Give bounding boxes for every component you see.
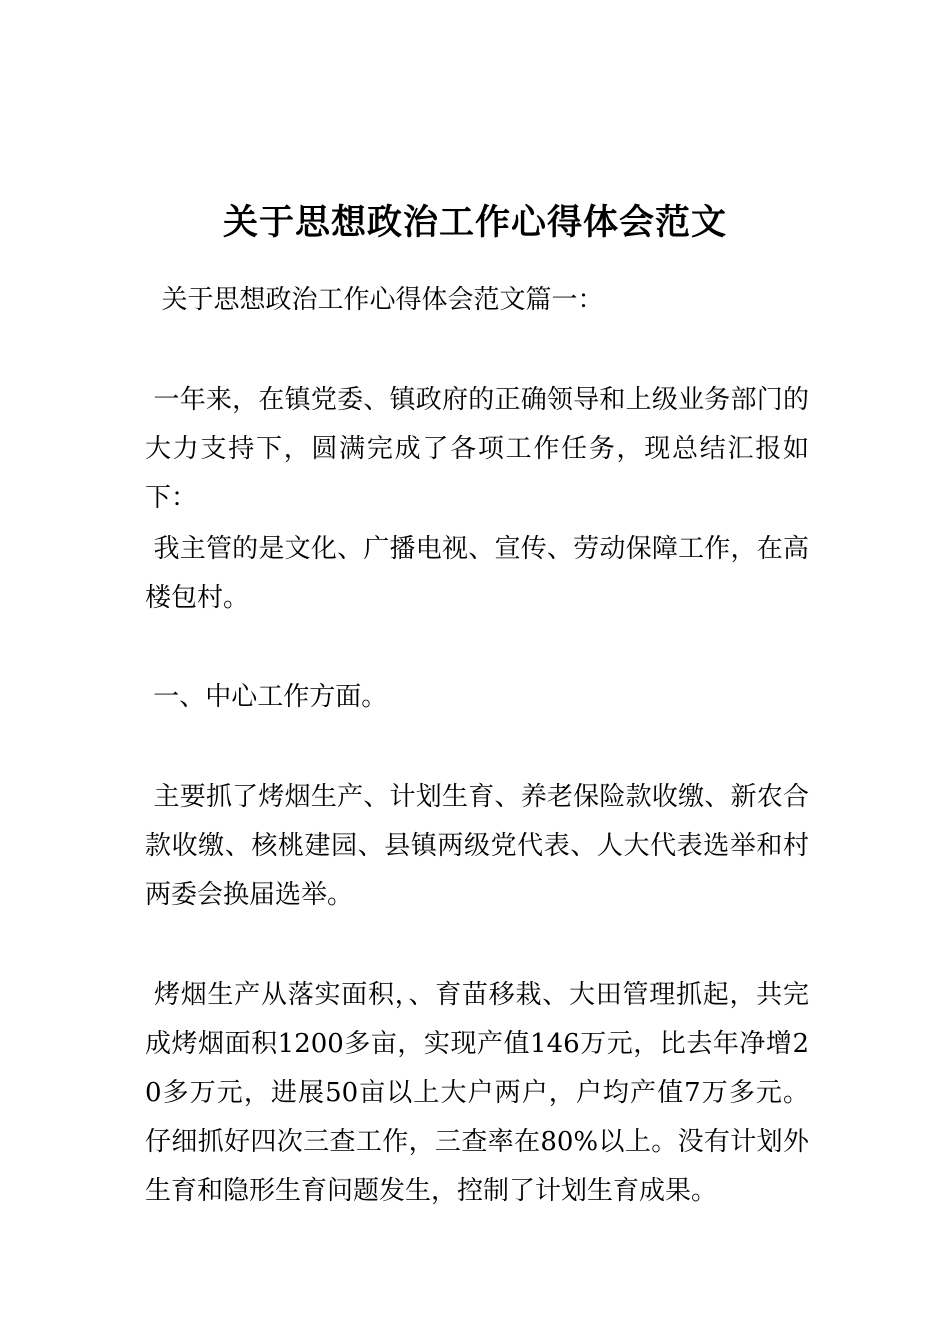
paragraph-main-tasks: 主要抓了烤烟生产、计划生育、养老保险款收缴、新农合款收缴、核桃建园、县镇两级党代表、人大代表选举和村两委会换届选举。 [145, 782, 809, 910]
paragraph-intro: 一年来，在镇党委、镇政府的正确领导和上级业务部门的大力支持下，圆满完成了各项工作任务，现总结汇报如下： [145, 385, 809, 513]
paragraph-responsibilities: 我主管的是文化、广播电视、宣传、劳动保障工作，在高楼包村。 [145, 534, 809, 613]
paragraph-section-heading: 关于思想政治工作心得体会范文篇一： [145, 285, 604, 315]
paragraph-central-work-heading: 一、中心工作方面。 [145, 682, 388, 712]
paragraph-tobacco-production: 烤烟生产从落实面积，、育苗移栽、大田管理抓起，共完成烤烟面积1200多亩，实现产值146万元，比去年净增20多万元，进展50亩以上大户两户，户均产值7万多元。仔细抓好四次三查工作，三查率在80%以上。没有计划外生育和隐形生育问题发生，控制了计划生育成果。 [145, 980, 809, 1206]
document-title: 关于思想政治工作心得体会范文 [222, 202, 727, 244]
